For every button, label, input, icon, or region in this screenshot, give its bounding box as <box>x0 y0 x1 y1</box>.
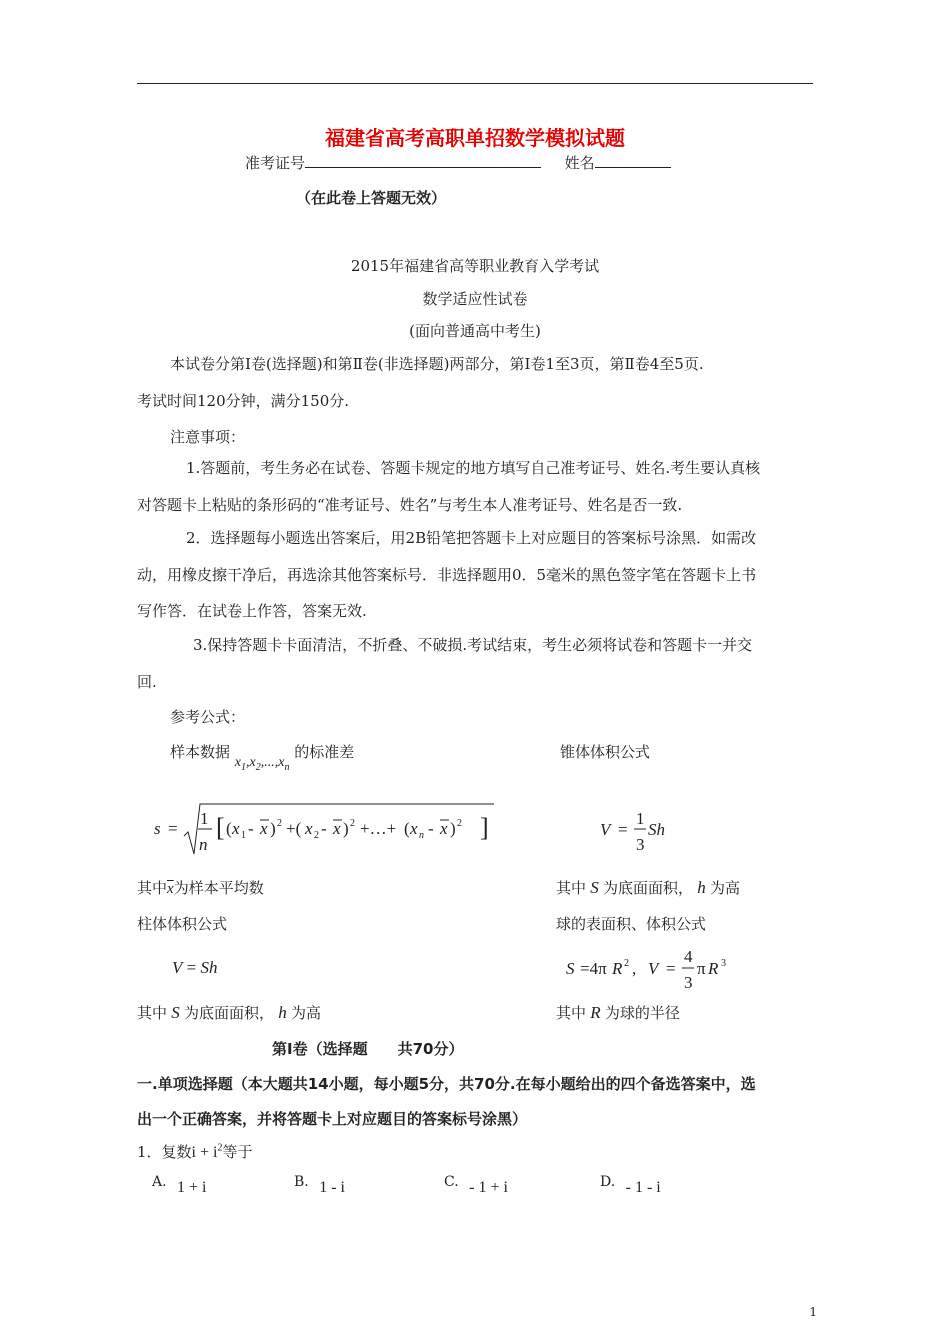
svg-text:2: 2 <box>314 830 319 841</box>
q1-option-b-label: B. <box>294 1174 309 1190</box>
svg-text:+(: +( <box>286 819 302 838</box>
cone-note-b: 为高 <box>710 879 741 897</box>
note3-line2: 回. <box>137 673 157 691</box>
svg-text:=: = <box>168 819 178 838</box>
cyl-note-qizhong: 其中 <box>137 1004 168 1022</box>
cyl-note-b: 为高 <box>291 1004 322 1022</box>
question-1-stem <box>137 1141 252 1162</box>
sphere-formula <box>564 942 754 994</box>
svg-text:2: 2 <box>350 818 355 829</box>
xbar-symbol: $\overline{x}$ <box>167 881 174 897</box>
name-blank[interactable] <box>595 153 671 168</box>
q1-option-c[interactable] <box>444 1173 508 1196</box>
q1-stem-a: 1．复数 <box>137 1143 192 1161</box>
std-label <box>170 741 355 773</box>
svg-text:=4π: =4π <box>580 959 607 978</box>
svg-text:2: 2 <box>457 818 462 829</box>
note1-line2: 对答题卡上粘贴的条形码的“准考证号、姓名”与考生本人准考证号、姓名是否一致. <box>137 496 683 514</box>
svg-text:s: s <box>154 819 161 838</box>
note1-line1: 1.答题前，考生务必在试卷、答题卡规定的地方填写自己准考证号、姓名.考生要认真核 <box>186 459 761 477</box>
svg-text:π: π <box>697 959 706 978</box>
section1-inst-line2: 出一个正确答案，并将答题卡上对应题目的答案标号涂黑） <box>137 1110 528 1128</box>
q1-option-d-label: D. <box>600 1174 616 1190</box>
section1-title-text: 第Ⅰ卷（选择题 共70分） <box>272 1040 464 1058</box>
svg-text:x: x <box>305 819 313 838</box>
q1-option-a-value: 1 + i <box>177 1179 207 1196</box>
q1-stem-b: 等于 <box>222 1143 253 1161</box>
std-formula <box>150 798 510 860</box>
q1-option-d[interactable] <box>600 1173 661 1196</box>
sphere-R: R <box>586 1003 605 1022</box>
svg-text:1: 1 <box>200 809 209 828</box>
std-label-b: 的标准差 <box>294 743 355 761</box>
cone-h: h <box>693 878 711 897</box>
formulas-heading: 参考公式： <box>170 708 246 726</box>
invalid-note: （在此卷上答题无效） <box>296 189 447 207</box>
q1-option-a[interactable] <box>152 1173 207 1196</box>
page-number: 1 <box>809 1305 817 1319</box>
svg-text:x: x <box>410 819 418 838</box>
cyl-formula: V = Sh <box>172 958 218 977</box>
svg-text:x: x <box>260 819 268 838</box>
svg-text:=: = <box>666 959 676 978</box>
svg-text:S: S <box>566 959 575 978</box>
svg-text:[: [ <box>216 813 225 842</box>
q1-option-c-value: - 1 + i <box>469 1179 508 1196</box>
svg-text:1: 1 <box>636 809 645 828</box>
cone-note-a: 为底面面积， <box>603 879 694 897</box>
svg-text:): ) <box>343 819 349 838</box>
svg-text:+…+: +…+ <box>360 819 397 838</box>
svg-text:-: - <box>428 819 434 838</box>
svg-text:x: x <box>232 819 240 838</box>
svg-text:Sh: Sh <box>648 820 665 839</box>
svg-text:R: R <box>612 959 623 978</box>
note2-line2: 动，用橡皮擦干净后，再选涂其他答案标号．非选择题用0．5毫米的黑色签字笔在答题卡上书 <box>137 566 757 584</box>
q1-option-d-value: - 1 - i <box>625 1179 661 1196</box>
exam-line3: (面向普通高中考生) <box>409 322 541 340</box>
sphere-note-qizhong: 其中 <box>556 1004 587 1022</box>
svg-text:-: - <box>248 819 254 838</box>
q1-expression: $i + i^2$ <box>191 1142 223 1161</box>
page-title: 福建省高考高职单招数学模拟试题 <box>325 126 625 150</box>
svg-text:n: n <box>199 835 208 854</box>
exam-id-label: 准考证号 <box>245 154 306 172</box>
xbar-note-a: 其中 <box>137 879 168 897</box>
sphere-note <box>556 1002 680 1023</box>
notes-heading: 注意事项： <box>170 428 246 446</box>
exam-id-field <box>245 152 671 173</box>
svg-text:x: x <box>440 819 448 838</box>
note2-line1: 2．选择题每小题选出答案后，用2B铅笔把答题卡上对应题目的答案标号涂黑．如需改 <box>186 529 757 547</box>
svg-text:(: ( <box>226 819 232 838</box>
exam-id-blank[interactable] <box>305 153 541 168</box>
section1-inst-line1: 一.单项选择题（本大题共14小题，每小题5分，共70分.在每小题给出的四个备选答案中，选 <box>137 1075 756 1093</box>
svg-text:]: ] <box>480 813 489 842</box>
exam-line1: 2015年福建省高等职业教育入学考试 <box>350 257 600 275</box>
section1-title <box>272 1038 463 1059</box>
xbar-note-b: 为样本平均数 <box>173 879 264 897</box>
svg-text:(: ( <box>404 819 410 838</box>
svg-text:=: = <box>618 820 628 839</box>
svg-text:): ) <box>450 819 456 838</box>
intro-line2: 考试时间120分钟，满分150分. <box>137 392 350 410</box>
svg-text:): ) <box>270 819 276 838</box>
svg-text:R: R <box>708 959 719 978</box>
svg-text:1: 1 <box>241 830 246 841</box>
cyl-note-a: 为底面面积， <box>184 1004 275 1022</box>
svg-text:2: 2 <box>277 818 282 829</box>
svg-text:3: 3 <box>721 958 726 969</box>
note3-line1: 3.保持答题卡卡面清洁，不折叠、不破损.考试结束，考生必须将试卷和答题卡一并交 <box>193 636 753 654</box>
svg-text:3: 3 <box>684 973 693 992</box>
cyl-h: h <box>274 1003 292 1022</box>
svg-text:V: V <box>600 820 611 839</box>
svg-text:4: 4 <box>684 947 693 966</box>
note2-line3: 写作答．在试卷上作答，答案无效. <box>137 602 367 620</box>
cyl-label: 柱体体积公式 <box>137 915 228 933</box>
svg-text:x: x <box>333 819 341 838</box>
cyl-S: S <box>167 1003 185 1022</box>
svg-text:3: 3 <box>636 835 645 854</box>
cyl-note <box>137 1002 321 1023</box>
std-label-a: 样本数据 <box>170 743 231 761</box>
svg-text:-: - <box>321 819 327 838</box>
sphere-label: 球的表面积、体积公式 <box>556 915 707 933</box>
sample-vars: $x_1,x_2,...,x_n$ <box>234 755 290 773</box>
q1-option-a-label: A. <box>152 1174 167 1190</box>
top-rule <box>137 83 813 84</box>
svg-text:n: n <box>419 830 424 841</box>
cone-note-qizhong: 其中 <box>556 879 587 897</box>
q1-option-c-label: C. <box>444 1174 459 1190</box>
intro-line1: 本试卷分第Ⅰ卷(选择题)和第Ⅱ卷(非选择题)两部分，第Ⅰ卷1至3页，第Ⅱ卷4至5页. <box>170 355 704 373</box>
q1-option-b-value: 1 - i <box>319 1179 345 1196</box>
q1-option-b[interactable] <box>294 1173 345 1196</box>
cone-note <box>556 877 740 898</box>
cone-label: 锥体体积公式 <box>560 743 651 761</box>
svg-text:,: , <box>632 959 637 978</box>
cone-formula <box>598 806 678 858</box>
svg-text:2: 2 <box>624 958 629 969</box>
cone-S: S <box>586 878 604 897</box>
svg-text:V: V <box>648 959 659 978</box>
sphere-note-a: 为球的半径 <box>604 1004 680 1022</box>
name-label: 姓名 <box>564 154 595 172</box>
exam-line2: 数学适应性试卷 <box>422 290 528 308</box>
xbar-note <box>137 877 264 898</box>
